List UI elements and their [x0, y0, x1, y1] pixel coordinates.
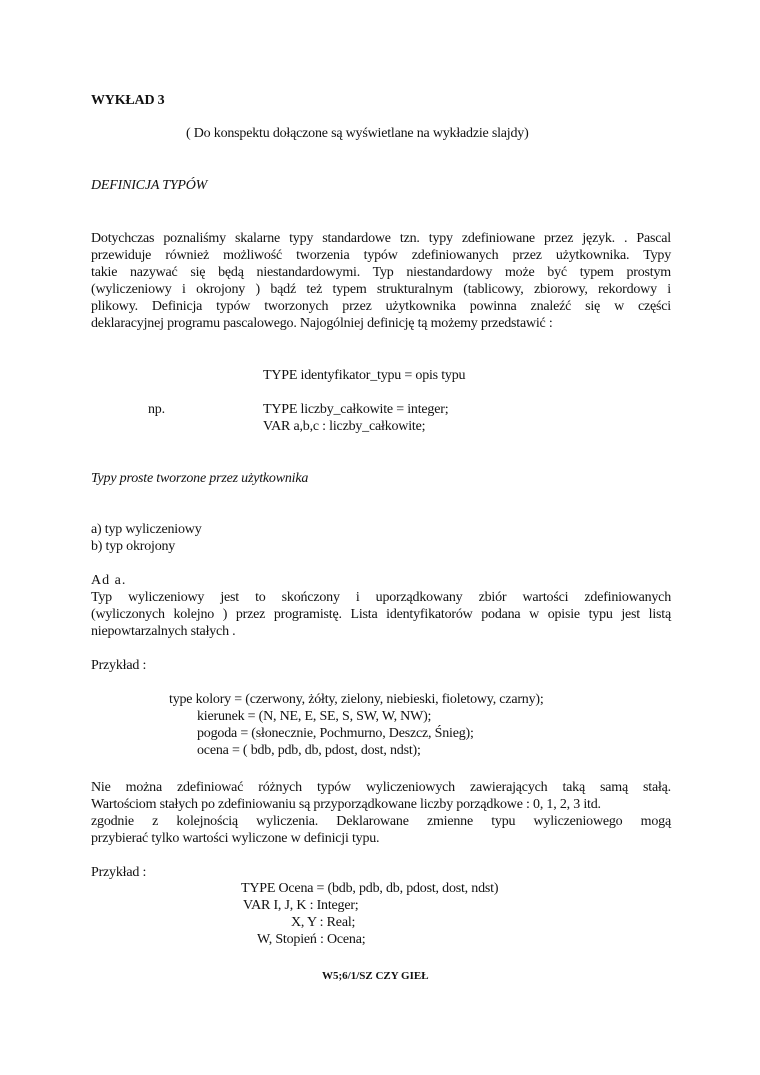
rules-paragraph	[91, 779, 671, 847]
intro-line: plikowy. Definicja typów tworzonych przez użytkownika powinna znaleźć się w części	[91, 299, 671, 314]
enum-line: (wyliczonych kolejno ) przez programistę. Lista identyfikatorów podana w opisie typu jest listą	[91, 607, 671, 622]
enum-line: niepowtarzalnych stałych .	[91, 624, 236, 639]
intro-line: (wyliczeniowy i okrojony ) bądź też typem strukturalnym (tablicowy, zbiorowy, rekordowy i	[91, 282, 671, 297]
code-line: kierunek = (N, NE, E, SE, S, SW, W, NW);	[197, 709, 432, 724]
point-heading: Ad a.	[91, 573, 127, 588]
rules-line: Nie można zdefiniować różnych typów wyliczeniowych zawierających taką samą stałą.	[91, 780, 671, 795]
enum-line: Typ wyliczeniowy jest to skończony i uporządkowany zbiór wartości zdefiniowanych	[91, 590, 671, 605]
page-footer: W5;6/1/SZ CZY GIEŁ	[322, 970, 429, 982]
code-line: type kolory = (czerwony, żółty, zielony, niebieski, fioletowy, czarny);	[169, 692, 544, 707]
code-line: ocena = ( bdb, pdb, db, pdost, dost, ndst);	[197, 743, 421, 758]
section-heading-definition: DEFINICJA TYPÓW	[91, 178, 208, 193]
list-item: b) typ okrojony	[91, 539, 176, 554]
code-line: W, Stopień : Ocena;	[257, 932, 366, 947]
enum-paragraph	[91, 589, 671, 640]
list-item: a) typ wyliczeniowy	[91, 522, 202, 537]
rules-line: Wartościom stałych po zdefiniowaniu są przyporządkowane liczby porządkowe : 0, 1, 2, 3 itd.	[91, 797, 601, 812]
rules-line: zgodnie z kolejnością wyliczenia. Deklarowane zmienne typu wyliczeniowego mogą	[91, 814, 671, 829]
example-heading: Przykład :	[91, 658, 147, 673]
intro-line: przewiduje również możliwość tworzenia typów zdefiniowanych przez użytkownika. Typy	[91, 248, 671, 263]
example-line: VAR a,b,c : liczby_całkowite;	[263, 419, 426, 434]
lecture-title: WYKŁAD 3	[91, 93, 165, 108]
example-line: TYPE liczby_całkowite = integer;	[263, 402, 449, 417]
code-line: pogoda = (słonecznie, Pochmurno, Deszcz, Śnieg);	[197, 726, 474, 741]
intro-line: Dotychczas poznaliśmy skalarne typy standardowe tzn. typy zdefiniowane przez język. . Pascal	[91, 231, 671, 246]
note-slides: ( Do konspektu dołączone są wyświetlane na wykładzie slajdy)	[186, 126, 529, 141]
intro-paragraph	[91, 230, 671, 332]
general-form: TYPE identyfikator_typu = opis typu	[263, 368, 466, 383]
code-line: TYPE Ocena = (bdb, pdb, db, pdost, dost, ndst)	[241, 881, 499, 896]
code-line: X, Y : Real;	[291, 915, 356, 930]
code-line: VAR I, J, K : Integer;	[243, 898, 359, 913]
section-heading-simple-types: Typy proste tworzone przez użytkownika	[91, 471, 309, 486]
rules-line: przybierać tylko wartości wyliczone w definicji typu.	[91, 831, 380, 846]
intro-line: takie nazywać się będą niestandardowymi. Typ niestandardowy może być typem prostym	[91, 265, 671, 280]
example-label: np.	[148, 402, 165, 417]
intro-line: deklaracyjnej programu pascalowego. Najogólniej definicję tą możemy przedstawić :	[91, 316, 553, 331]
example-heading: Przykład :	[91, 865, 147, 880]
